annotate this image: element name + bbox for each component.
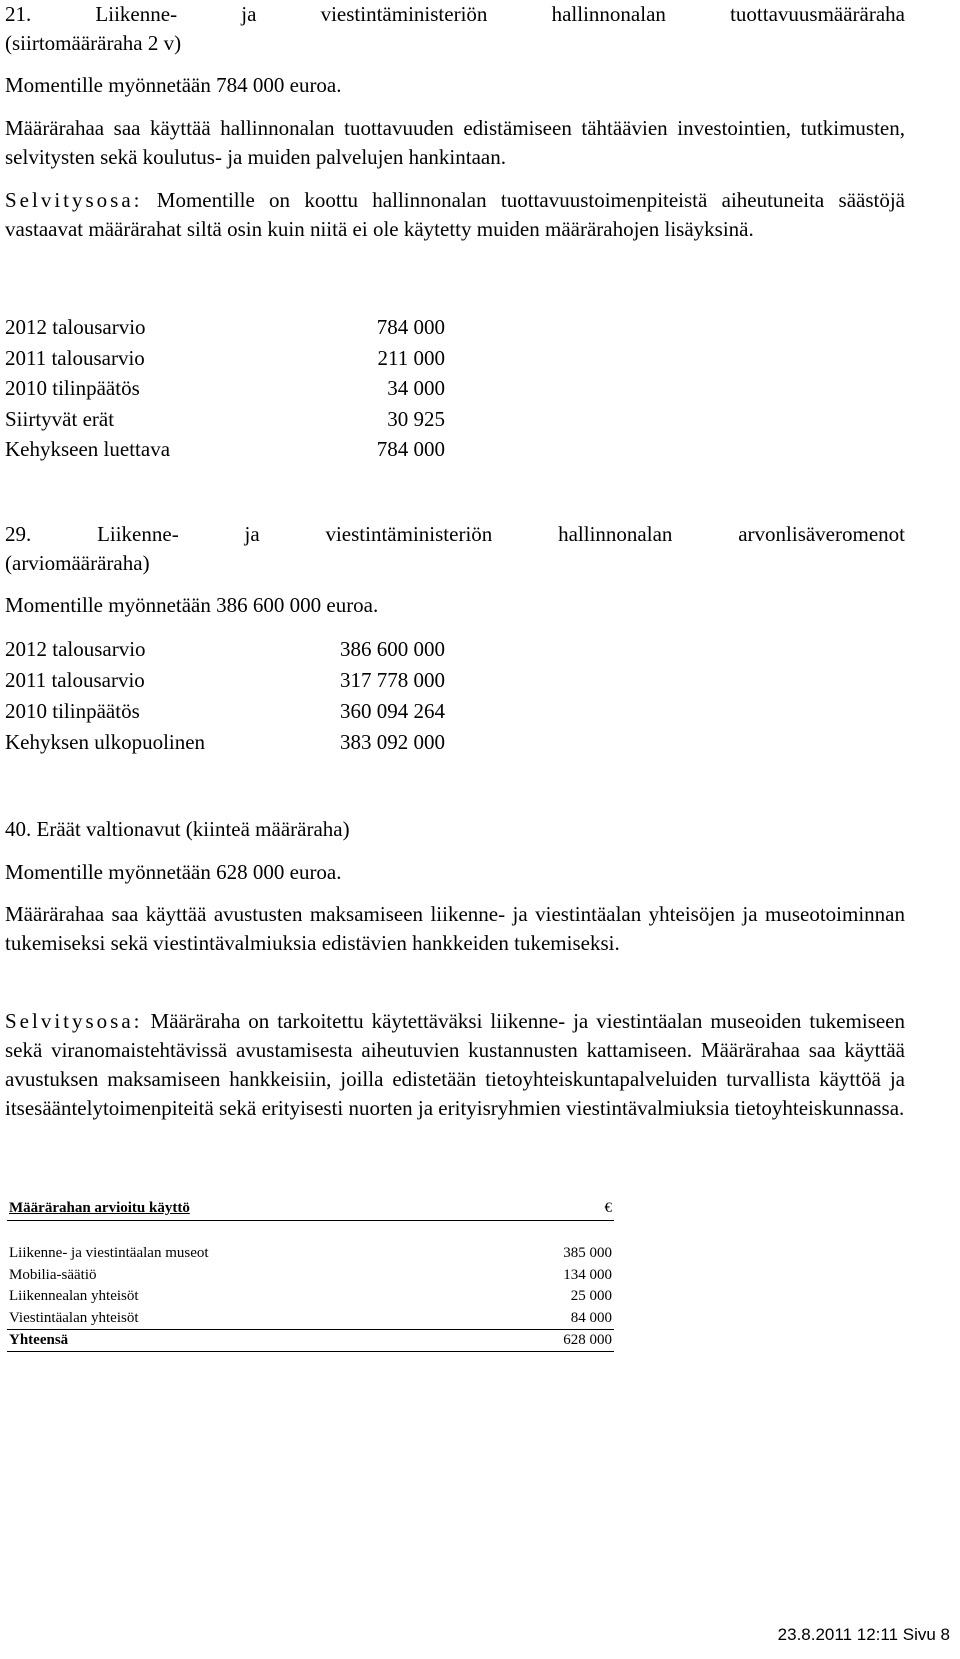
figure-label: 2010 tilinpäätös [5,376,140,401]
table-total-row [7,1329,614,1352]
table-row [7,1243,614,1265]
figure-row [5,727,445,758]
total-value: 628 000 [563,1332,612,1348]
section-40-purpose: Määrärahaa saa käyttää avustusten maksamiseen liikenne- ja viestintäalan yhteisöjen ja museotoiminnan tukemiseksi sekä viestintävalmiuksia edistävien hankkeiden tukemiseksi. [5,902,905,955]
explanation-label: Selvitysosa: [5,1009,143,1033]
figure-value: 30 925 [387,406,445,431]
total-label: Yhteensä [9,1332,69,1348]
table-row-value: 134 000 [563,1266,612,1283]
section-29-heading: 29. Liikenne- ja viestintäministeriön hallinnonalan arvonlisäveromenot [5,522,905,546]
section-21-heading: 21. Liikenne- ja viestintäministeriön hallinnonalan tuottavuusmääräraha [5,2,905,26]
figure-row [5,343,445,374]
figure-value: 383 092 000 [340,730,445,754]
table-row [7,1286,614,1308]
table-row-value: 84 000 [570,1309,612,1326]
figure-value: 784 000 [376,437,445,462]
table-row-label: Viestintäalan yhteisöt [9,1309,139,1326]
explanation-label: Selvitysosa: [5,188,143,212]
table-row-value: 385 000 [563,1245,612,1261]
figure-value: 386 600 000 [340,637,445,661]
table-header-label: Määrärahan arvioitu käyttö [9,1200,190,1216]
table-row-label: Liikenne- ja viestintäalan museot [9,1245,209,1261]
table-row [7,1308,614,1330]
table-row-label: Mobilia-säätiö [9,1266,97,1283]
figure-row [5,434,445,465]
figure-label: 2011 talousarvio [5,345,145,370]
section-21-heading-type: (siirtomääräraha 2 v) [5,31,182,55]
figure-row [5,665,445,696]
section-21-grant: Momentille myönnetään 784 000 euroa. [5,73,342,97]
appropriation-usage-table [7,1196,614,1352]
figure-label: Siirtyvät erät [5,406,115,431]
explanation-text: Momentille on koottu hallinnonalan tuottavuustoimenpiteistä aiheutuneita säästöjä vastaavat määrärahat siltä osin kuin niitä ei ole käytetty muiden määrärahojen lisäyksinä. [5,188,905,241]
figure-label: 2012 talousarvio [5,315,146,339]
currency-unit: € [604,1200,612,1216]
table-row [7,1265,614,1287]
section-29-heading-type: (arviomääräraha) [5,551,150,575]
section-29-figures [5,634,445,758]
section-40-explanation [5,1007,905,1123]
section-21-figures [5,312,445,465]
figure-value: 784 000 [376,315,445,339]
figure-row [5,373,445,404]
section-40-heading: 40. Eräät valtionavut (kiinteä määräraha) [5,817,350,841]
section-40-grant: Momentille myönnetään 628 000 euroa. [5,860,342,884]
figure-value: 34 000 [387,376,445,401]
figure-row [5,312,445,343]
table-header [7,1196,614,1221]
figure-label: 2010 tilinpäätös [5,699,140,723]
table-row-value: 25 000 [570,1288,612,1304]
figure-row [5,696,445,727]
figure-label: Kehykseen luettava [5,437,171,462]
figure-label: Kehyksen ulkopuolinen [5,730,206,754]
page-footer: 23.8.2011 12:11 Sivu 8 [777,1625,950,1644]
figure-row [5,404,445,435]
section-21-purpose: Määrärahaa saa käyttää hallinnonalan tuottavuuden edistämiseen tähtäävien investointien, tutkimusten, selvitysten sekä koulutus- ja muiden palvelujen hankintaan. [5,116,905,169]
figure-value: 317 778 000 [340,668,445,692]
figure-value: 211 000 [377,345,445,370]
section-21-explanation [5,186,905,244]
table-row-label: Liikennealan yhteisöt [9,1288,139,1304]
section-29-grant: Momentille myönnetään 386 600 000 euroa. [5,593,379,617]
figure-label: 2012 talousarvio [5,637,146,661]
figure-value: 360 094 264 [340,699,445,723]
figure-label: 2011 talousarvio [5,668,145,692]
explanation-text: Määräraha on tarkoitettu käytettäväksi liikenne- ja viestintäalan museoiden tukemiseen sekä viranomaistehtävissä avustamisesta aiheutuvien kustannusten kattamiseen. Määrärahaa saa käyttää avustuksen maksamiseen hankkeisiin, joilla edistetään tietoyhteiskuntapalveluiden turvallista käyttöä ja itsesääntelytoimenpiteitä sekä erityisesti nuorten ja erityisryhmien viestintävalmiuksia tietoyhteiskunnassa. [5,1009,906,1120]
figure-row [5,634,445,665]
